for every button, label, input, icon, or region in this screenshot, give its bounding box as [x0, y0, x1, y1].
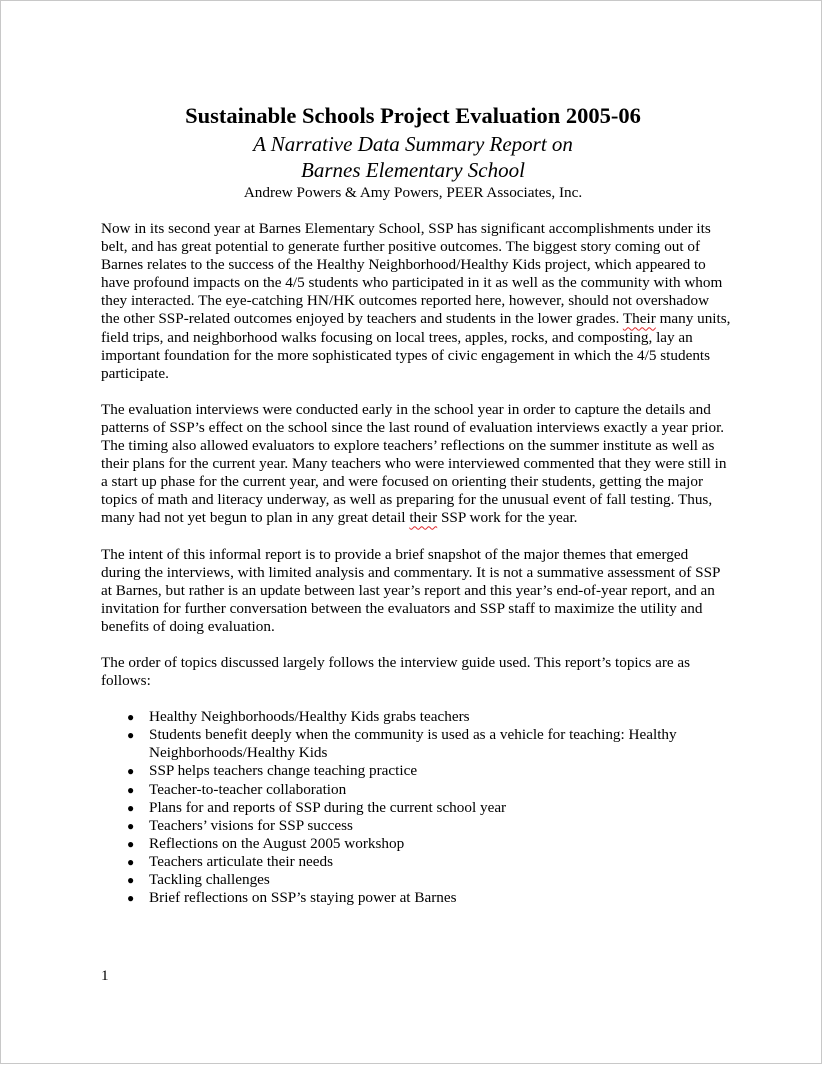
spellcheck-flagged-word[interactable]: Their [622, 310, 656, 328]
list-item [101, 871, 731, 889]
list-item [101, 817, 731, 835]
document-subtitle-line-2: Barnes Elementary School [301, 158, 525, 182]
list-item [101, 708, 731, 726]
bullet-icon: ● [127, 854, 135, 869]
list-item [101, 835, 731, 853]
list-item-text: Tackling challenges [149, 871, 270, 888]
title-block [1, 101, 824, 203]
bullet-icon: ● [127, 818, 135, 833]
document-title: Sustainable Schools Project Evaluation 2005-06 [185, 103, 641, 128]
list-item-text: Teachers articulate their needs [149, 852, 334, 870]
list-item-text: Healthy Neighborhoods/Healthy Kids grabs teachers [149, 708, 470, 726]
bullet-icon: ● [127, 782, 135, 797]
spellcheck-flagged-word[interactable]: their [409, 509, 438, 527]
document-body [101, 220, 731, 907]
list-item-text: SSP helps teachers change teaching practice [149, 762, 418, 780]
bullet-icon: ● [127, 891, 135, 906]
list-item-text: Brief reflections on SSP’s staying power at Barnes [149, 889, 457, 907]
bullet-icon: ● [127, 728, 135, 743]
paragraph-interviews [101, 401, 731, 528]
list-item-text: Teachers’ visions for SSP success [149, 816, 353, 834]
paragraph-intent: The intent of this informal report is to provide a brief snapshot of the major themes that emerged during the interviews, with limited analysis and commentary. It is not a summative assessment of SSP at Barnes, but rather is an update between last year’s report and this year’s end-of-year report, and an invitation for further conversation between the evaluators and SSP staff to maximize the utility and benefits of doing evaluation. [101, 545, 720, 635]
paragraph-intro [101, 220, 731, 383]
bullet-icon: ● [127, 764, 135, 779]
bullet-icon: ● [127, 710, 135, 725]
list-item-text: Teacher-to-teacher collaboration [149, 780, 347, 798]
paragraph-intro-text: Now in its second year at Barnes Elementary School, SSP has significant accomplishments under its belt, and has great potential to generate further positive outcomes. The biggest story coming out of Barnes relates to the success of the Healthy Neighborhood/Healthy Kids project, which appeared to have profound impacts on the 4/5 students who participated in it as well as the community with whom they interacted. The eye-catching HN/HK outcomes reported here, however, should not overshadow the other SSP-related outcomes enjoyed by teachers and students in the lower grades. [101, 220, 723, 328]
list-item [101, 762, 731, 780]
paragraph-topics-intro: The order of topics discussed largely follows the interview guide used. This report’s topics are as follows: [101, 653, 691, 690]
topics-list [101, 708, 731, 907]
list-item-text: Students benefit deeply when the community is used as a vehicle for teaching: Healthy Neighborhoods/Healthy Kids [149, 726, 677, 762]
list-item [101, 853, 731, 871]
list-item [101, 889, 731, 907]
list-item [101, 726, 731, 762]
bullet-icon: ● [127, 800, 135, 815]
document-authors: Andrew Powers & Amy Powers, PEER Associates, Inc. [243, 184, 583, 201]
bullet-icon: ● [127, 873, 135, 887]
list-item [101, 781, 731, 799]
list-item-text: Plans for and reports of SSP during the current school year [149, 798, 507, 816]
paragraph-intro-text-end: many units, field trips, and neighborhood walks focusing on local trees, apples, rocks, and composting, lay an important foundation for the more sophisticated types of civic engagement in which the 4/5 students participate. [101, 310, 731, 382]
document-subtitle-line-1: A Narrative Data Summary Report on [253, 132, 573, 156]
list-item [101, 799, 731, 817]
bullet-icon: ● [127, 836, 135, 851]
page-number: 1 [101, 967, 109, 984]
paragraph-interviews-text: The evaluation interviews were conducted early in the school year in order to capture the details and patterns of SSP’s effect on the school since the last round of evaluation interviews exactly a year prior. The timing also allowed evaluators to explore teachers’ reflections on the summer institute as well as their plans for the current year. Many teachers who were interviewed commented that they were still in a start up phase for the current year, and were focused on orienting their students, getting the major topics of math and literacy underway, as well as preparing for the unusual event of fall testing. Thus, many had not yet begun to plan in any great detail [101, 400, 727, 527]
list-item-text: Reflections on the August 2005 workshop [149, 834, 405, 852]
paragraph-interviews-text-end: SSP work for the year. [437, 509, 578, 527]
